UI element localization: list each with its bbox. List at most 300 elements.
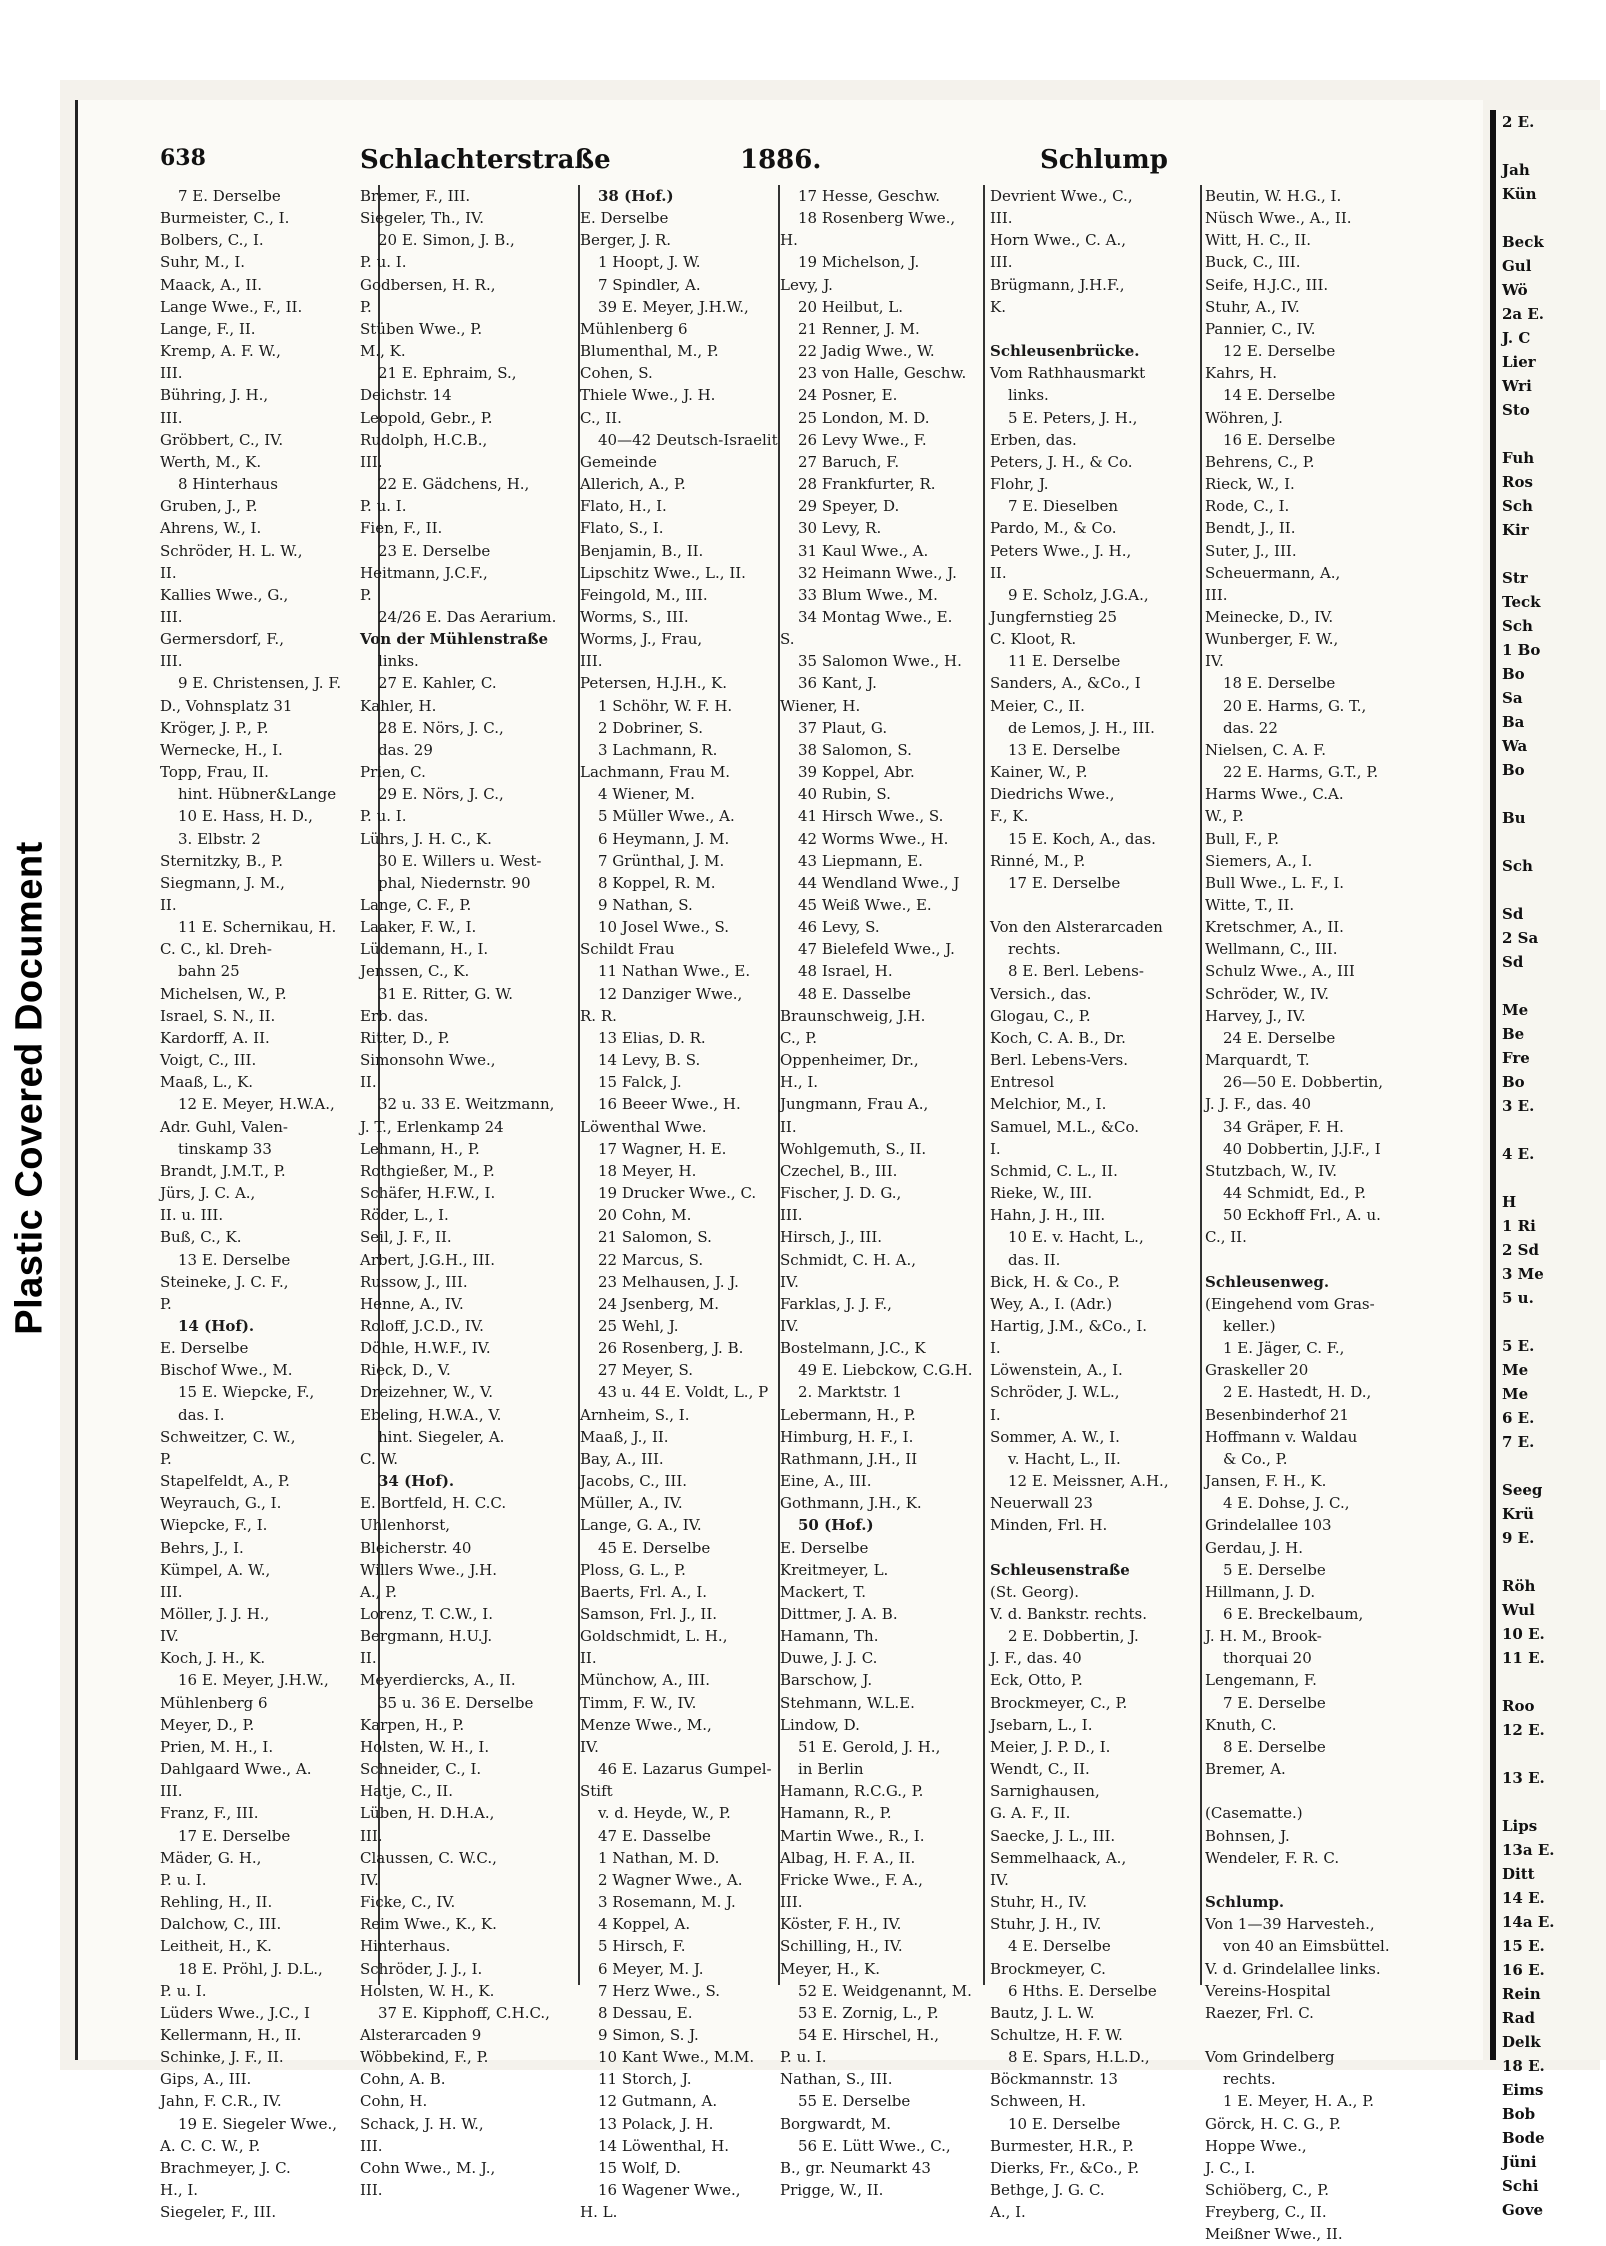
directory-entry: Brachmeyer, J. C. <box>160 2158 291 2177</box>
directory-entry: J. C., I. <box>1205 2158 1256 2177</box>
directory-entry: Schröder, J. J., I. <box>360 1959 483 1978</box>
directory-entry: Prigge, W., II. <box>780 2181 884 2200</box>
directory-entry: Leitheit, H., K. <box>160 1937 272 1956</box>
directory-entry: Von der Mühlenstraße <box>360 630 549 649</box>
directory-entry: 1 E. Meyer, H. A., P. <box>1223 2092 1375 2111</box>
facing-page-fragment: 14a E. <box>1502 1913 1555 1931</box>
directory-entry: Schröder, J. W.L., <box>990 1383 1120 1402</box>
directory-entry: Meinecke, D., IV. <box>1205 607 1334 626</box>
directory-entry: 2 E. Hastedt, H. D., <box>1223 1383 1372 1402</box>
directory-entry: Sommer, A. W., I. <box>990 1427 1120 1446</box>
facing-page-edge <box>1490 110 1606 2219</box>
directory-entry: 10 Kant Wwe., M.M. <box>598 2048 755 2067</box>
directory-entry: 22 E. Gädchens, H., <box>378 475 530 494</box>
directory-entry: Samson, Frl. J., II. <box>580 1605 718 1623</box>
directory-entry: Topp, Frau, II. <box>160 763 269 782</box>
directory-entry: 29 E. Nörs, J. C., <box>378 785 504 804</box>
directory-entry: 29 Speyer, D. <box>798 497 900 516</box>
directory-entry: E. Derselbe <box>160 1339 249 1358</box>
directory-entry: Rehling, H., II. <box>160 1893 273 1912</box>
facing-page-fragment <box>1496 1670 1606 1694</box>
facing-page-fragment: Jüni <box>1502 2153 1537 2171</box>
directory-entry: Möller, J. J. H., <box>160 1605 270 1623</box>
directory-entry: Borgwardt, M. <box>780 2114 892 2133</box>
directory-entry: Berger, J. R. <box>580 231 672 250</box>
directory-entry: 8 E. Berl. Lebens- <box>1008 962 1144 981</box>
directory-entry: Flato, S., I. <box>580 519 664 538</box>
directory-entry: Alsterarcaden 9 <box>360 2025 482 2044</box>
directory-entry: Nüsch Wwe., A., II. <box>1205 209 1352 228</box>
directory-entry: III. <box>160 652 183 671</box>
facing-page-fragment: 3 E. <box>1502 1097 1535 1115</box>
directory-entry: v. Hacht, L., II. <box>1008 1449 1121 1468</box>
directory-entry: 12 E. Meyer, H.W.A., <box>178 1095 335 1114</box>
directory-entry: Gruben, J., P. <box>160 497 258 516</box>
directory-entry: I. <box>990 1139 1001 1158</box>
directory-entry: Koch, J. H., K. <box>160 1649 266 1668</box>
directory-entry: 10 E. Derselbe <box>1008 2114 1121 2133</box>
directory-entry: Hahn, J. H., III. <box>990 1206 1106 1225</box>
directory-entry: 1 Hoopt, J. W. <box>598 253 701 272</box>
directory-entry: Meißner Wwe., II. <box>1205 2225 1343 2244</box>
directory-entry: Samuel, M.L., &Co. <box>990 1117 1140 1136</box>
directory-entry: Henne, A., IV. <box>360 1294 464 1313</box>
facing-page-fragment <box>1496 1742 1606 1766</box>
directory-entry: Scheuermann, A., <box>1205 563 1341 582</box>
directory-entry: Israel, S. N., II. <box>160 1006 276 1025</box>
directory-entry: Duwe, J. J. C. <box>780 1649 878 1668</box>
directory-entry: II. <box>360 1073 377 1092</box>
directory-entry: Werth, M., K. <box>160 452 262 471</box>
directory-entry: Roloff, J.C.D., IV. <box>360 1316 484 1335</box>
directory-entry: 14 Levy, B. S. <box>598 1051 701 1070</box>
directory-entry: 47 E. Dasselbe <box>598 1826 711 1845</box>
directory-entry: Schultze, H. F. W. <box>990 2025 1123 2044</box>
directory-entry: 1 Schöhr, W. F. H. <box>598 696 733 715</box>
directory-entry: Kröger, J. P., P. <box>160 718 269 737</box>
facing-page-fragment: 11 E. <box>1502 1649 1545 1667</box>
directory-entry: 7 Spindler, A. <box>598 275 701 294</box>
directory-entry: Rieck, W., I. <box>1205 475 1295 494</box>
directory-column-2 <box>360 185 575 2201</box>
directory-entry: 33 Blum Wwe., M. <box>798 585 938 604</box>
directory-entry: (St. Georg). <box>990 1582 1079 1601</box>
directory-entry: 5 Hirsch, F. <box>598 1937 686 1956</box>
directory-entry: Cohen, S. <box>580 364 653 383</box>
directory-entry: 17 Hesse, Geschw. <box>798 187 941 205</box>
facing-page-fragment <box>1496 830 1606 854</box>
directory-entry: 24/26 E. Das Aerarium. <box>378 607 557 626</box>
directory-entry: Lange, F., II. <box>160 319 256 338</box>
facing-page-fragment: Bo <box>1502 665 1525 683</box>
directory-entry: Prien, C. <box>360 763 426 782</box>
directory-entry: Jahn, F. C.R., IV. <box>160 2092 282 2111</box>
directory-entry: 14 E. Derselbe <box>1223 386 1336 405</box>
facing-page-fragment: Lips <box>1502 1817 1538 1835</box>
facing-page-fragment: Sa <box>1502 689 1523 707</box>
directory-entry: Simonsohn Wwe., <box>360 1051 496 1070</box>
directory-entry: Nielsen, C. A. F. <box>1205 740 1327 759</box>
directory-entry: 37 E. Kipphoff, C.H.C., <box>378 2003 550 2022</box>
directory-entry: P. <box>160 1449 172 1468</box>
directory-entry: 18 E. Derselbe <box>1223 674 1336 693</box>
directory-entry: III. <box>780 1206 803 1225</box>
directory-entry: C. C., kl. Dreh- <box>160 940 272 959</box>
facing-page-fragment <box>1496 542 1606 566</box>
directory-entry: IV. <box>780 1316 799 1335</box>
directory-entry: Witt, H. C., II. <box>1205 231 1312 250</box>
directory-entry: III. <box>360 1826 383 1845</box>
directory-entry: Dierks, Fr., &Co., P. <box>990 2158 1140 2177</box>
directory-column-3 <box>580 185 778 2223</box>
directory-entry: III. <box>990 209 1013 228</box>
directory-entry: Ahrens, W., I. <box>160 519 262 538</box>
directory-entry: Braunschweig, J.H. <box>780 1006 926 1025</box>
directory-entry: 46 E. Lazarus Gumpel- <box>598 1760 772 1779</box>
directory-entry: Eck, Otto, P. <box>990 1671 1083 1690</box>
directory-entry: v. d. Heyde, W., P. <box>598 1804 731 1823</box>
directory-entry: 7 E. Derselbe <box>1223 1693 1326 1712</box>
directory-entry: Lange, C. F., P. <box>360 896 472 914</box>
directory-entry: D., Vohnsplatz 31 <box>160 696 293 715</box>
directory-entry: Lüders Wwe., J.C., I <box>160 2003 310 2022</box>
facing-page-fragment: Wö <box>1502 281 1528 299</box>
directory-entry: III. <box>160 1782 183 1801</box>
directory-entry: C. W. <box>360 1449 399 1468</box>
directory-entry: Glogau, C., P. <box>990 1006 1091 1025</box>
facing-page-fragment: Ditt <box>1502 1865 1535 1883</box>
directory-entry: Ebeling, H.W.A., V. <box>360 1405 502 1424</box>
directory-entry: II. <box>360 1649 377 1668</box>
directory-entry: Brandt, J.M.T., P. <box>160 1161 286 1180</box>
directory-entry: IV. <box>780 1272 799 1291</box>
directory-entry: 1 E. Jäger, C. F., <box>1223 1339 1345 1358</box>
facing-page-fragment: Schi <box>1502 2177 1539 2195</box>
directory-entry: 3. Elbstr. 2 <box>178 829 261 848</box>
facing-page-fragment: Wa <box>1502 737 1528 755</box>
document-label-text: Plastic Covered Document <box>8 841 51 1335</box>
directory-entry: phal, Niedernstr. 90 <box>378 873 531 892</box>
directory-entry: Graskeller 20 <box>1205 1361 1309 1380</box>
directory-entry: Nathan, S., III. <box>780 2070 893 2089</box>
directory-entry: 16 E. Meyer, J.H.W., <box>178 1671 329 1690</box>
directory-entry: (Eingehend vom Gras- <box>1205 1294 1375 1313</box>
directory-entry: Bull Wwe., L. F., I. <box>1205 873 1345 892</box>
directory-entry: Gips, A., III. <box>160 2070 252 2089</box>
directory-entry: Schack, J. H. W., <box>360 2114 484 2133</box>
facing-page-fragment <box>1496 1790 1606 1814</box>
directory-entry: 6 Meyer, M. J. <box>598 1959 704 1978</box>
directory-entry: Brockmeyer, C., P. <box>990 1693 1128 1712</box>
directory-entry: Meyerdiercks, A., II. <box>360 1671 516 1690</box>
directory-entry: 8 E. Derselbe <box>1223 1737 1326 1756</box>
directory-entry: Stehmann, W.L.E. <box>780 1693 915 1712</box>
directory-entry: Wendeler, F. R. C. <box>1205 1848 1340 1867</box>
directory-entry: Lührs, J. H. C., K. <box>360 829 492 848</box>
directory-entry: Bohnsen, J. <box>1205 1826 1290 1845</box>
directory-entry: 7 Grünthal, J. M. <box>598 851 725 870</box>
directory-entry: Wey, A., I. (Adr.) <box>990 1294 1113 1313</box>
directory-entry: IV. <box>990 1870 1009 1889</box>
facing-page-fragment: Gul <box>1502 257 1532 275</box>
directory-entry: 40 Dobbertin, J.J.F., I <box>1223 1139 1381 1158</box>
directory-entry: Rieck, D., V. <box>360 1361 451 1380</box>
directory-entry: 8 E. Spars, H.L.D., <box>1008 2048 1150 2067</box>
directory-entry: 21 E. Ephraim, S., <box>378 364 517 383</box>
directory-entry: 13 Polack, J. H. <box>598 2114 714 2133</box>
directory-entry: Bostelmann, J.C., K <box>780 1339 926 1358</box>
directory-entry: Dreizehner, W., V. <box>360 1383 493 1402</box>
directory-entry: Kahler, H. <box>360 696 437 715</box>
directory-entry: P. <box>160 1294 172 1313</box>
directory-entry: P. u. I. <box>160 1981 207 2000</box>
directory-entry: 13 E. Derselbe <box>178 1250 291 1269</box>
facing-page-fragment: Rein <box>1502 1985 1541 2003</box>
directory-entry: 36 Kant, J. <box>798 674 877 693</box>
facing-page-fragment: H <box>1502 1193 1517 1211</box>
directory-entry: Kreitmeyer, L. <box>780 1560 889 1579</box>
directory-entry: Mäder, G. H., <box>160 1848 262 1867</box>
directory-entry: 53 E. Zornig, L., P. <box>798 2003 939 2022</box>
directory-entry: 46 Levy, S. <box>798 918 880 937</box>
directory-entry: Dittmer, J. A. B. <box>780 1605 898 1623</box>
directory-entry: keller.) <box>1223 1316 1276 1335</box>
facing-page-fragment: Me <box>1502 1001 1529 1019</box>
directory-entry: Bolbers, C., I. <box>160 231 264 250</box>
directory-entry: Flohr, J. <box>990 475 1049 494</box>
directory-entry: Ritter, D., P. <box>360 1028 450 1047</box>
directory-column-5 <box>990 185 1195 2223</box>
directory-entry: Raezer, Frl. C. <box>1205 2003 1314 2022</box>
directory-entry: Vom Rathhausmarkt <box>990 364 1146 383</box>
directory-entry: Lange, G. A., IV. <box>580 1516 702 1535</box>
directory-entry: Meyer, D., P. <box>160 1715 255 1734</box>
facing-page-fragment <box>1496 134 1606 158</box>
directory-entry: 18 Meyer, H. <box>598 1161 697 1180</box>
directory-entry: 26 Levy Wwe., F. <box>798 430 927 449</box>
directory-entry: Gerdau, J. H. <box>1205 1538 1304 1557</box>
directory-entry: Lengemann, F. <box>1205 1671 1317 1690</box>
directory-entry: 35 Salomon Wwe., H. <box>798 652 962 671</box>
directory-entry: 20 Cohn, M. <box>598 1206 692 1225</box>
directory-entry: Versich., das. <box>990 984 1092 1003</box>
directory-entry: 11 E. Schernikau, H. <box>178 918 337 937</box>
directory-entry: Flato, H., I. <box>580 497 667 516</box>
directory-entry: Michelsen, W., P. <box>160 984 287 1003</box>
facing-page-fragment: Eims <box>1502 2081 1544 2099</box>
directory-entry: Czechel, B., III. <box>780 1161 898 1180</box>
directory-entry: 14 Löwenthal, H. <box>598 2136 730 2155</box>
directory-entry: Sternitzky, B., P. <box>160 851 283 870</box>
facing-page-fragment <box>1496 878 1606 902</box>
directory-entry: 25 London, M. D. <box>798 408 930 427</box>
directory-entry: 22 Jadig Wwe., W. <box>798 342 935 361</box>
directory-entry: H. <box>780 231 798 250</box>
directory-entry: Eine, A., III. <box>780 1472 872 1491</box>
directory-entry: Dalchow, C., III. <box>160 1915 282 1934</box>
facing-page-fragment: Krü <box>1502 1505 1534 1523</box>
directory-entry: 12 Danziger Wwe., <box>598 984 743 1003</box>
directory-entry: Lindow, D. <box>780 1715 860 1734</box>
directory-entry: Wiepcke, F., I. <box>160 1516 268 1535</box>
directory-entry: 7 Herz Wwe., S. <box>598 1981 721 2000</box>
directory-entry: C. Kloot, R. <box>990 630 1077 649</box>
facing-page-fragment: Bode <box>1502 2129 1545 2147</box>
directory-entry: Erb. das. <box>360 1006 429 1025</box>
directory-entry <box>1205 1249 1405 1271</box>
directory-entry: 8 Koppel, R. M. <box>598 873 716 892</box>
directory-entry: 32 u. 33 E. Weitzmann, <box>378 1095 555 1114</box>
directory-entry: Schäfer, H.F.W., I. <box>360 1184 496 1203</box>
directory-entry: Devrient Wwe., C., <box>990 187 1133 205</box>
directory-entry: 40—42 Deutsch-Israelit <box>598 430 778 449</box>
facing-page-fragment: Sch <box>1502 617 1533 635</box>
directory-entry: Germersdorf, F., <box>160 630 284 649</box>
directory-entry: Besenbinderhof 21 <box>1205 1405 1349 1424</box>
directory-entry: Schinke, J. F., II. <box>160 2048 284 2067</box>
directory-entry: Hatje, C., II. <box>360 1782 453 1801</box>
directory-entry: S. <box>780 630 795 649</box>
directory-entry: Rieke, W., III. <box>990 1184 1093 1203</box>
directory-entry: Mühlenberg 6 <box>580 319 688 338</box>
facing-page-fragment: Fre <box>1502 1049 1530 1067</box>
facing-page-fragment <box>1496 1166 1606 1190</box>
directory-entry: Meier, C., II. <box>990 696 1085 715</box>
directory-entry: 9 E. Christensen, J. F. <box>178 674 342 693</box>
left-street-title: Schlachterstraße <box>360 145 611 175</box>
directory-entry: Dahlgaard Wwe., A. <box>160 1760 312 1779</box>
directory-entry: Himburg, H. F., I. <box>780 1427 914 1446</box>
directory-entry: in Berlin <box>798 1760 864 1779</box>
facing-page-fragment: Bu <box>1502 809 1526 827</box>
directory-entry: Bleicherstr. 40 <box>360 1538 472 1557</box>
directory-entry: E. Derselbe <box>780 1538 869 1557</box>
facing-page-fragment: Beck <box>1502 233 1544 251</box>
directory-entry: P. u. I. <box>160 1870 207 1889</box>
directory-entry: Rathmann, J.H., II <box>780 1449 918 1468</box>
directory-entry: 5 E. Derselbe <box>1223 1560 1326 1579</box>
directory-entry: hint. Siegeler, A. <box>378 1427 505 1446</box>
directory-entry <box>990 1537 1195 1559</box>
year-title: 1886. <box>740 145 822 175</box>
directory-entry: das. 29 <box>378 740 433 759</box>
directory-entry <box>1205 1869 1405 1891</box>
directory-entry: Adr. Guhl, Valen- <box>160 1117 288 1136</box>
facing-page-fragment <box>1496 422 1606 446</box>
directory-column-4 <box>780 185 980 2201</box>
directory-entry: Kallies Wwe., G., <box>160 585 289 604</box>
directory-entry: III. <box>360 2136 383 2155</box>
directory-entry: Allerich, A., P. <box>580 475 686 494</box>
directory-entry: 21 Renner, J. M. <box>798 319 920 338</box>
directory-entry: 5 E. Peters, J. H., <box>1008 408 1138 427</box>
directory-entry: 28 Frankfurter, R. <box>798 475 936 494</box>
facing-page-fragment: Jah <box>1502 161 1530 179</box>
directory-entry: Bendt, J., II. <box>1205 519 1296 538</box>
right-street-title: Schlump <box>1040 145 1168 175</box>
directory-entry: A., I. <box>990 2203 1026 2222</box>
directory-entry: Feingold, M., III. <box>580 585 708 604</box>
directory-entry: 42 Worms Wwe., H. <box>798 829 949 848</box>
facing-page-fragment: Wri <box>1502 377 1532 395</box>
directory-entry <box>1205 1780 1405 1802</box>
directory-entry: Lüben, H. D.H.A., <box>360 1804 495 1823</box>
directory-entry: Siegeler, F., III. <box>160 2203 277 2222</box>
directory-entry: Neuerwall 23 <box>990 1494 1093 1513</box>
directory-entry: Röder, L., I. <box>360 1206 449 1225</box>
directory-entry: Wöhren, J. <box>1205 408 1283 427</box>
directory-entry: E. Derselbe <box>580 209 669 228</box>
directory-entry: Schlump. <box>1205 1893 1285 1912</box>
directory-column-6 <box>1205 185 1405 2246</box>
directory-entry: Albag, H. F. A., II. <box>780 1848 916 1867</box>
directory-entry: Beutin, W. H.G., I. <box>1205 187 1342 205</box>
directory-entry: Kümpel, A. W., <box>160 1560 271 1579</box>
directory-entry: 45 Weiß Wwe., E. <box>798 896 932 914</box>
directory-entry: 15 Falck, J. <box>598 1073 682 1092</box>
facing-page-fragment: Lier <box>1502 353 1536 371</box>
directory-entry: 4 E. Dohse, J. C., <box>1223 1494 1350 1513</box>
facing-page-fragment: 1 Bo <box>1502 641 1541 659</box>
facing-page-fragment: Be <box>1502 1025 1525 1043</box>
facing-page-fragment <box>1496 974 1606 998</box>
directory-entry: Bethge, J. G. C. <box>990 2181 1105 2200</box>
directory-entry: 9 Nathan, S. <box>598 896 693 914</box>
directory-entry: 24 Jsenberg, M. <box>598 1294 720 1313</box>
directory-entry: links. <box>1008 386 1049 405</box>
directory-entry: Wernecke, H., I. <box>160 740 283 759</box>
directory-entry: Schleusenweg. <box>1205 1272 1330 1291</box>
directory-entry: II. <box>580 1649 597 1668</box>
directory-entry: III. <box>1205 585 1228 604</box>
facing-page-fragment: Teck <box>1502 593 1541 611</box>
facing-page-fragment: 6 E. <box>1502 1409 1535 1427</box>
directory-entry: J. F., das. 40 <box>990 1649 1082 1668</box>
facing-page-fragment: Me <box>1502 1385 1529 1403</box>
directory-entry: das. II. <box>1008 1250 1061 1269</box>
directory-entry: 27 Meyer, S. <box>598 1361 694 1380</box>
directory-entry: Benjamin, B., II. <box>580 541 704 560</box>
directory-entry: Willers Wwe., J.H. <box>360 1560 497 1579</box>
directory-entry: Baerts, Frl. A., I. <box>580 1582 708 1601</box>
directory-entry: bahn 25 <box>178 962 240 981</box>
facing-page-fragment: J. C <box>1502 329 1531 347</box>
directory-entry: Stüben Wwe., P. <box>360 319 483 338</box>
directory-entry: 27 Baruch, F. <box>798 452 900 471</box>
facing-page-fragment: Wul <box>1502 1601 1535 1619</box>
directory-entry: Kainer, W., P. <box>990 763 1088 782</box>
directory-entry: Arbert, J.G.H., III. <box>360 1250 495 1269</box>
facing-page-fragment: Sch <box>1502 857 1533 875</box>
directory-entry: III. <box>160 408 183 427</box>
directory-entry: 39 E. Meyer, J.H.W., <box>598 297 749 316</box>
directory-entry: Harms Wwe., C.A. <box>1205 785 1344 804</box>
directory-entry: Levy, J. <box>780 275 833 294</box>
directory-entry: Schröder, W., IV. <box>1205 984 1330 1003</box>
directory-entry: 22 E. Harms, G.T., P. <box>1223 763 1379 782</box>
directory-entry: 31 E. Ritter, G. W. <box>378 984 513 1003</box>
directory-entry: 8 Hinterhaus <box>178 475 278 494</box>
directory-entry: Fien, F., II. <box>360 519 443 538</box>
directory-entry: Schmid, C. L., II. <box>990 1161 1118 1180</box>
directory-entry: II. <box>990 563 1007 582</box>
directory-entry: Böckmannstr. 13 <box>990 2070 1118 2089</box>
directory-entry: Prien, M. H., I. <box>160 1737 274 1756</box>
directory-entry: 32 Heimann Wwe., J. <box>798 563 957 582</box>
directory-entry: 19 Drucker Wwe., C. <box>598 1184 757 1203</box>
directory-entry: P. u. I. <box>780 2048 827 2067</box>
facing-page-fragment: Gove <box>1502 2201 1544 2219</box>
